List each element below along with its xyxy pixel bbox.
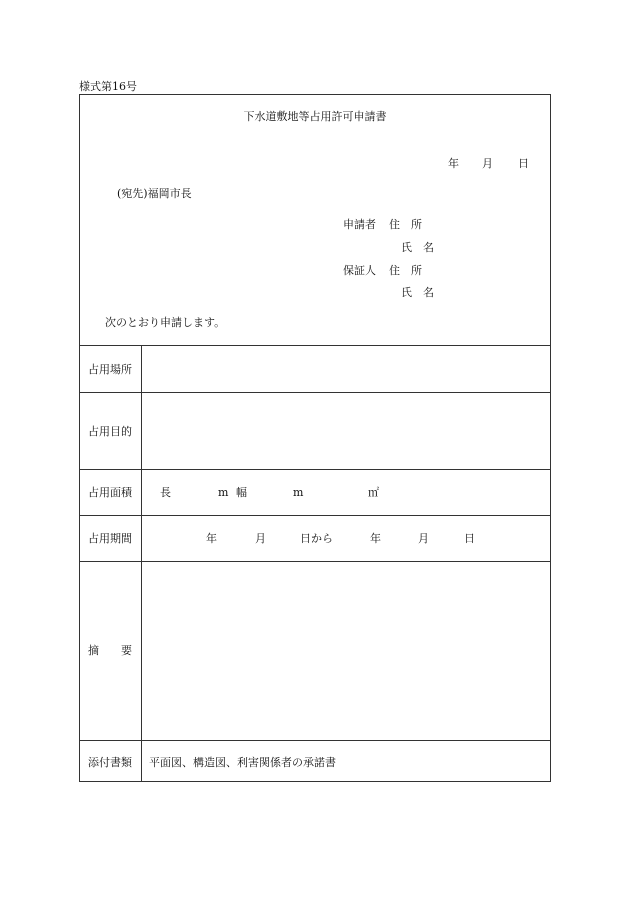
area-length-unit: m (218, 486, 229, 499)
area-width-label: 幅 (236, 486, 247, 499)
purpose-field[interactable] (142, 393, 550, 469)
guarantor-address-label: 住 所 (389, 264, 422, 277)
guarantor-name-label: 氏 名 (401, 286, 434, 299)
period-end-day: 日 (464, 532, 475, 545)
area-width-unit: m (293, 486, 304, 499)
row-divider (80, 515, 550, 516)
addressee: (宛先)福岡市長 (117, 187, 192, 200)
period-start-month: 月 (255, 532, 266, 545)
period-start-day: 日から (300, 532, 333, 545)
summary-label: 摘 要 (88, 644, 132, 657)
form-title: 下水道敷地等占用許可申請書 (243, 110, 387, 123)
period-end-year: 年 (370, 532, 381, 545)
date-year: 年 (448, 157, 459, 170)
location-field[interactable] (142, 346, 550, 392)
period-start-year: 年 (206, 532, 217, 545)
location-label: 占用場所 (88, 363, 132, 376)
area-length-label: 長 (160, 486, 171, 499)
applicant-address-label: 住 所 (389, 218, 422, 231)
period-end-month: 月 (418, 532, 429, 545)
form-number: 様式第16号 (79, 80, 137, 93)
guarantor-role: 保証人 (343, 264, 376, 277)
application-form (79, 94, 551, 782)
purpose-label: 占用目的 (88, 425, 132, 438)
attachments-value: 平面図、構造図、利害関係者の承諾書 (149, 756, 336, 769)
area-label: 占用面積 (88, 486, 132, 499)
statement: 次のとおり申請します。 (105, 316, 226, 329)
applicant-role: 申請者 (343, 218, 376, 231)
date-month: 月 (482, 157, 493, 170)
applicant-name-label: 氏 名 (401, 241, 434, 254)
attachments-label: 添付書類 (88, 756, 132, 769)
area-sqm-unit: ㎡ (368, 486, 379, 499)
row-divider (80, 469, 550, 470)
date-day: 日 (518, 157, 529, 170)
period-label: 占用期間 (88, 532, 132, 545)
row-divider (80, 740, 550, 741)
summary-field[interactable] (142, 562, 550, 740)
